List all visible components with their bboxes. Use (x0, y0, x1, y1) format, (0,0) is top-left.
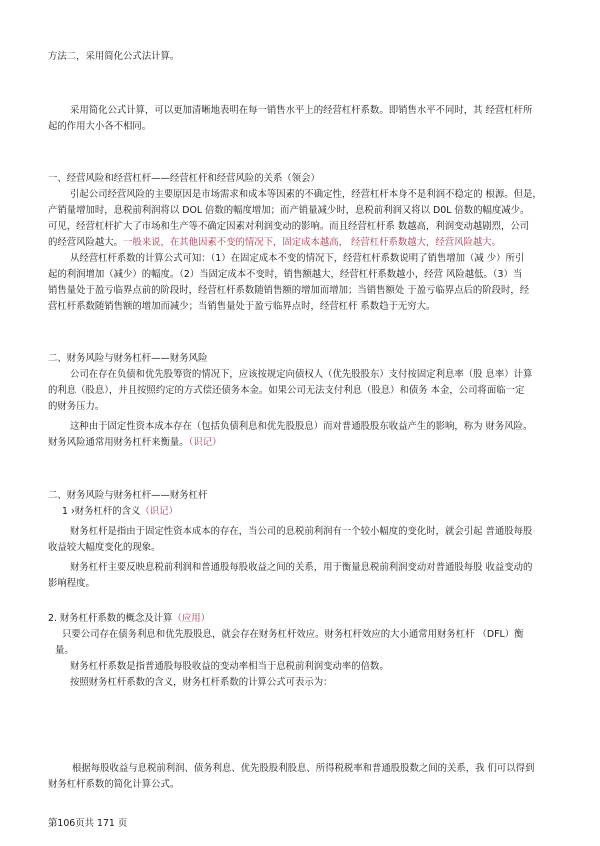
section3-heading: 二、财务风险与财务杠杆——财务杠杆 (48, 490, 208, 501)
s2-p1-line-2: 的利息（股息），并且按照约定的方式偿还债务本金。如果公司无法支付利息（股息）和债务 本金，公司将面临一定 (48, 385, 525, 396)
s1-p2-line-2: 起的利润增加（减少）的幅度。（2）当固定成本不变时，销售额越大，经营杠杆系数越小，经营 风险越低。（3）当 (48, 269, 523, 280)
method2-title: 方法二，采用简化公式法计算。 (48, 51, 180, 62)
s2-level-tag: （识记） (188, 437, 222, 448)
s2-p2-line-2 (48, 436, 221, 449)
section2-heading: 二、财务风险与财务杠杆——财务风险 (48, 353, 208, 364)
s3-p3-line-2: 量。 (55, 645, 74, 656)
s3-sub2-tag: （应用） (172, 613, 210, 624)
intro-line-2: 起的作用大小各不相同。 (48, 121, 152, 132)
s2-p1-line-3: 的财务压力。 (48, 401, 105, 412)
section1-heading: 一、经营风险和经营杠杆——经营杠杆和经营风险的关系（领会） (48, 173, 320, 184)
s3-p6-line-1: 根据每股收益与息税前利润、债务利息、优先股股利股息、所得税税率和普通股股数之间的关系，我 们可以得到 (72, 763, 535, 774)
page-footer: 第106页共 171 页 (48, 818, 128, 829)
s3-sub1-tag: （识记） (140, 506, 178, 517)
s3-sub2-heading (48, 612, 210, 625)
s3-p2-line-2: 影响程度。 (48, 578, 95, 589)
s1-emphasis: 一般来说，在其他因素不变的情况下，固定成本越高， 经营杠杆系数越大，经营风险越大。 (123, 237, 501, 248)
s1-p2-line-4: 营杠杆系数随销售额的增加而减少；当销售量处于盈亏临界点时，经营杠杆 系数趋于无穷大。 (48, 301, 436, 312)
s3-p6-line-2: 财务杠杆系数的简化计算公式。 (48, 779, 180, 790)
s2-p2-line-1: 这种由于固定性资本成本存在（包括负债利息和优先股股息）而对普通股股东收益产生的影响，称为 财务风险。 (70, 421, 533, 432)
s3-p4: 财务杠杆系数是指普通股每股收益的变动率相当于息税前利润变动率的倍数。 (70, 661, 389, 672)
s3-p5: 按照财务杠杆系数的含义，财务杠杆系数的计算公式可表示为： (70, 677, 333, 688)
s2-p2-line-2-text: 财务风险通常用财务杠杆来衡量。 (48, 437, 189, 448)
s1-p1-line-2: 产销量增加时，息税前利润将以 DOL 倍数的幅度增加；而产销量减少时，息税前利润又将以 D0L 倍数的幅度减少。 (48, 205, 530, 216)
s3-p3-line-1: 只要公司存在债务利息和优先股股息，就会存在财务杠杆效应。财务杠杆效应的大小通常用财务杠杆 （DFL）衡 (62, 629, 524, 640)
s3-sub1-heading (62, 505, 178, 518)
s1-p1-line-4-text: 的经营风险越大。 (48, 237, 124, 248)
s3-sub1-text: 1 ›财务杠杆的含义 (62, 506, 141, 517)
s3-p1-line-1: 财务杠杆是指由于固定性资本成本的存在，当公司的息税前利润有一个较小幅度的变化时，就会引起 普通股每股 (70, 526, 533, 537)
s3-p2-line-1: 财务杠杆主要反映息税前利润和普通股每股收益之间的关系，用于衡量息税前利润变动对普通股每股 收益变动的 (70, 562, 533, 573)
s1-p1-line-3: 可见，经营杠杆扩大了市场和生产等不确定因素对利润变动的影响。而且经营杠杆系 数越高，利润变动越剧烈，公司 (48, 221, 530, 232)
s3-p1-line-2: 收益较大幅度变化的现象。 (48, 542, 161, 553)
s1-p2-line-1: 从经营杠杆系数的计算公式可知：（1）在固定成本不变的情况下，经营杠杆系数说明了销售增加（减 少）所引 (70, 253, 525, 264)
s2-p1-line-1: 公司在存在负债和优先股筹资的情况下，应该按规定向债权人（优先股股东）支付按固定利息率（股 息率）计算 (70, 369, 533, 380)
s3-sub2-text: 2. 财务杠杆系数的概念及计算 (48, 613, 173, 624)
intro-line-1: 采用简化公式计算，可以更加清晰地表明在每一销售水平上的经营杠杆系数。即销售水平不同时，其 经营杠杆所 (70, 105, 533, 116)
s1-p1-line-4 (48, 236, 501, 249)
s1-p1-line-1: 引起公司经营风险的主要原因是市场需求和成本等因素的不确定性，经营杠杆本身不是利润不稳定的 根源。但是， (70, 189, 542, 200)
s1-p2-line-3: 销售量处于盈亏临界点前的阶段时，经营杠杆系数随销售额的增加而增加；当销售额处 于盈亏临界点后的阶段时，经 (48, 285, 530, 296)
